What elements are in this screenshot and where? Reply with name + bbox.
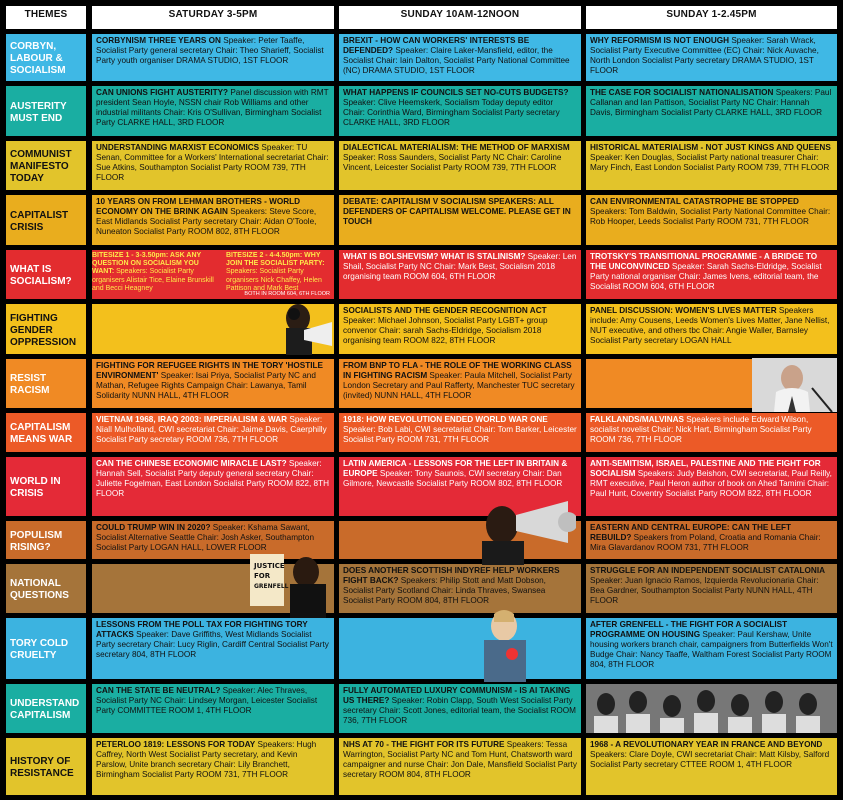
session-title: AFTER GRENFELL - THE FIGHT FOR A SOCIALIST PROGRAMME ON HOUSING bbox=[590, 620, 788, 639]
session-details: Speakers: Philip Stott and Matt Dobson, Socialist Party Scotland Chair: Linda Thraves, Swansea Socialist Party ROOM 804, 8TH FLOOR bbox=[343, 575, 546, 605]
session-cell-sun-pm bbox=[586, 457, 837, 516]
session-cell-sun-pm bbox=[586, 304, 837, 354]
session-details: Speaker: Clive Heemskerk, Socialism Today deputy editor Chair: Corinthia Ward, Birmingham Socialist Party secretary CLARKE HALL, 3RD FLOOR bbox=[343, 97, 560, 127]
session-cell-sat bbox=[92, 618, 334, 679]
session-details: Speakers include Edward Wilson, socialist novelist Chair: Nick Hart, Birmingham Socialist Party ROOM 736, 7TH FLOOR bbox=[590, 415, 812, 444]
session-details: Speaker: Alec Thraves, Socialist Party NC Chair: Lindsey Morgan, Leicester Socialist Party COMMITTEE ROOM 1, 4TH FLOOR bbox=[96, 686, 318, 715]
session-details: Speaker: Sarah Wrack, Socialist Party Executive Committee (EC) Chair: Nick Auvache, North London Socialist Party secretary DRAMA STUDIO, 1ST FLOOR bbox=[590, 36, 819, 75]
session-cell-sun-pm bbox=[586, 521, 837, 559]
session-cell-sun-pm bbox=[586, 564, 837, 613]
session-cell-sun-pm bbox=[586, 738, 837, 795]
session-details: Speaker: Paul Kershaw, Unite housing workers branch chair, campaigners from Butterfields Won't Budge Chair: Nancy Taaffe, Waltham Forest Socialist Party ROOM 804, 8TH FLOOR bbox=[590, 629, 833, 669]
session-cell-sun-am bbox=[339, 34, 581, 81]
session-title: FIGHTING FOR REFUGEE RIGHTS IN THE TORY 'HOSTILE ENVIRONMENT' bbox=[96, 361, 323, 380]
theme-label: WORLD IN CRISIS bbox=[6, 457, 86, 516]
crowd-1968-photo bbox=[586, 684, 837, 733]
session-cell-sun-pm bbox=[586, 250, 837, 299]
session-details: Speakers: Tessa Warrington, Socialist Party NC and Tom Hunt, Chatsworth ward campaigner and nurse Chair: Jon Dale, Mansfield Socialist Party secretary ROOM 804, 8TH FLOOR bbox=[343, 740, 577, 779]
session-details: Speaker: TU Senan, Committee for a Workers' International secretariat Chair: Sue Atkins, Southampton Socialist Party ROOM 739, 7TH FLOOR bbox=[96, 143, 329, 182]
session-cell-sun-pm bbox=[586, 195, 837, 245]
session-cell-sun-am bbox=[339, 738, 581, 795]
session-title: THE CASE FOR SOCIALIST NATIONALISATION bbox=[590, 88, 774, 97]
session-title: NHS AT 70 - THE FIGHT FOR ITS FUTURE bbox=[343, 740, 505, 749]
session-cell-sun-am bbox=[339, 413, 581, 452]
session-details: Speaker: Niall Mulholland, CWI secretariat Chair: Jaime Davis, Caerphilly Socialist Party secretary ROOM 736, 7TH FLOOR bbox=[96, 415, 327, 444]
session-title: WHAT IS BOLSHEVISM? WHAT IS STALINISM? bbox=[343, 252, 526, 261]
session-title: FALKLANDS/MALVINAS bbox=[590, 415, 684, 424]
session-title: DOES ANOTHER SCOTTISH INDYREF HELP WORKERS FIGHT BACK? bbox=[343, 566, 560, 585]
session-title: BREXIT - HOW CAN WORKERS' INTERESTS BE DEFENDED? bbox=[343, 36, 530, 55]
bitesize-2 bbox=[226, 252, 334, 293]
session-details: Speaker: Claire Laker-Mansfield, editor, the Socialist Chair: Iain Dalton, Socialist Party National Committee (NC) DRAMA STUDIO, 1ST FLOOR bbox=[343, 45, 570, 75]
svg-text:FOR: FOR bbox=[254, 572, 271, 580]
session-cell-sun-pm bbox=[586, 141, 837, 190]
session-cell-sat bbox=[92, 684, 334, 733]
session-details: Speakers: Tom Baldwin, Socialist Party National Committee Chair: Rob Hooper, Leeds Socialist Party ROOM 731, 7TH FLOOR bbox=[590, 206, 831, 226]
session-cell-sun-pm bbox=[586, 618, 837, 679]
session-cell-sun-am bbox=[339, 141, 581, 190]
session-details: Speaker: Kshama Sawant, Socialist Alternative Seattle Chair: Josh Asker, Southampton Socialist Party LOGAN HALL, LOWER FLOOR bbox=[96, 523, 314, 552]
speaker-podium-photo bbox=[752, 358, 837, 412]
header-themes: THEMES bbox=[6, 6, 86, 29]
session-details: Speakers: Judy Beishon, CWI secretariat, Paul Reilly, RMT executive, Paul Heron author of book on Ahed Tamimi Chair: Paul Hunt, Coventry Socialist Party ROOM 822, 8TH FLOOR bbox=[590, 468, 832, 498]
session-details: Speaker: Juan Ignacio Ramos, Izquierda Revolucionaria Chair: Bea Gardner, Southampton Socialist Party NUNN HALL, 4TH FLOOR bbox=[590, 575, 819, 605]
session-title: COULD TRUMP WIN IN 2020? bbox=[96, 523, 211, 532]
session-details: Speaker: Ken Douglas, Socialist Party national treasurer Chair: Mary Finch, East London Socialist Party ROOM 739, 7TH FLOOR bbox=[590, 152, 830, 172]
theme-label: COMMUNIST MANIFESTO TODAY bbox=[6, 141, 86, 190]
session-title: EASTERN AND CENTRAL EUROPE: CAN THE LEFT REBUILD? bbox=[590, 523, 792, 542]
svg-text:JUSTICE: JUSTICE bbox=[254, 562, 285, 570]
session-cell-sun-am bbox=[339, 250, 581, 299]
session-details: Speaker: Paula Mitchell, Socialist Party London Secretary and Paul Rafferty, Manchester TUC secretary (invited) NUNN HALL, 4TH FLOOR bbox=[343, 370, 575, 400]
session-title: STRUGGLE FOR AN INDEPENDENT SOCIALIST CATALONIA bbox=[590, 566, 826, 575]
session-title: 1968 - A REVOLUTIONARY YEAR IN FRANCE AND BEYOND bbox=[590, 740, 823, 749]
session-title: CAN THE STATE BE NEUTRAL? bbox=[96, 686, 221, 695]
session-cell-sat bbox=[92, 457, 334, 516]
session-title: VIETNAM 1968, IRAQ 2003: IMPERIALISM & WAR bbox=[96, 415, 288, 424]
session-details: Speaker: Peter Taaffe, Socialist Party general secretary Chair: Theo Sharieff, Socialist Party youth organiser DRAMA STUDIO, 1ST FLOOR bbox=[96, 36, 324, 65]
session-details: Speakers: Paul Callanan and Ian Pattison, Socialist Party NC Chair: Hannah Davis, Birmingham Socialist Party CLARKE HALL, 3RD FLOOR bbox=[590, 88, 832, 117]
session-cell-sat bbox=[92, 141, 334, 190]
session-cell-sun-am bbox=[339, 195, 581, 245]
theme-label: NATIONAL QUESTIONS bbox=[6, 564, 86, 613]
session-title: CAN UNIONS FIGHT AUSTERITY? bbox=[96, 88, 229, 97]
session-cell-sun-pm bbox=[586, 34, 837, 81]
student-protester-photo bbox=[456, 604, 546, 682]
session-title: LESSONS FROM THE POLL TAX FOR FIGHTING TORY ATTACKS bbox=[96, 620, 308, 639]
session-title: FULLY AUTOMATED LUXURY COMMUNISM - IS AI TAKING US THERE? bbox=[343, 686, 571, 705]
session-cell-sat bbox=[92, 738, 334, 795]
header-sunday-morning: SUNDAY 10AM-12NOON bbox=[339, 6, 581, 29]
session-cell-sat bbox=[92, 359, 334, 408]
session-title: HISTORICAL MATERIALISM - NOT JUST KINGS AND QUEENS bbox=[590, 143, 831, 152]
session-title: ANTI-SEMITISM, ISRAEL, PALESTINE AND THE FIGHT FOR SOCIALISM bbox=[590, 459, 821, 478]
theme-label: CORBYN, LABOUR & SOCIALISM bbox=[6, 34, 86, 81]
theme-label: RESIST RACISM bbox=[6, 359, 86, 408]
session-title: DIALECTICAL MATERIALISM: THE METHOD OF MARXISM bbox=[343, 143, 570, 152]
session-title: CAN ENVIRONMENTAL CATASTROPHE BE STOPPED bbox=[590, 197, 799, 206]
session-details: Speakers from Poland, Croatia and Romania Chair: Mira Glavardanov ROOM 731, 7TH FLOOR bbox=[590, 532, 821, 552]
session-cell-sat bbox=[92, 250, 334, 299]
session-title: CORBYNISM THREE YEARS ON bbox=[96, 36, 221, 45]
bitesize-1-body: Speakers: Socialist Party organisers Alistair Tice, Elaine Brunskill and Becci Heagney bbox=[92, 268, 214, 292]
theme-label: WHAT IS SOCIALISM? bbox=[6, 250, 86, 299]
grenfell-protester-photo bbox=[246, 550, 336, 618]
theme-label: FIGHTING GENDER OPPRESSION bbox=[6, 304, 86, 354]
theme-label: TORY COLD CRUELTY bbox=[6, 618, 86, 679]
theme-label: CAPITALIST CRISIS bbox=[6, 195, 86, 245]
svg-text:GRENFELL: GRENFELL bbox=[254, 583, 289, 590]
session-details: Panel discussion with RMT president Sean Hoyle, NSSN chair Rob Williams and other industrial militants Chair: Kris O'Sullivan, Birmingham Socialist Party CLARKE HALL, 3RD FLOOR bbox=[96, 88, 329, 127]
session-details: Speaker: Michael Johnson, Socialist Party LGBT+ group convenor Chair: sarah Sachs-Eldridge, Socialism 2018 organising team ROOM 822, 8TH FLOOR bbox=[343, 315, 548, 345]
bitesize-1 bbox=[92, 252, 220, 293]
theme-label: UNDERSTAND CAPITALISM bbox=[6, 684, 86, 733]
session-details: Speaker: Hannah Sell, Socialist Party deputy general secretary Chair: Juliette Fogelman, East London Socialist Party ROOM 822, 8TH FLOOR bbox=[96, 459, 329, 498]
session-title: PETERLOO 1819: LESSONS FOR TODAY bbox=[96, 740, 256, 749]
theme-label: CAPITALISM MEANS WAR bbox=[6, 413, 86, 452]
session-title: TROTSKY'S TRANSITIONAL PROGRAMME - A BRIDGE TO THE UNCONVINCED bbox=[590, 252, 818, 271]
bitesize-1-label: BITESIZE 1 - 3-3.50pm: ASK ANY QUESTION ON SOCIALISM YOU WANT: bbox=[92, 252, 202, 276]
session-cell-sat bbox=[92, 413, 334, 452]
session-cell-sat bbox=[92, 195, 334, 245]
session-title: DEBATE: CAPITALISM V SOCIALISM SPEAKERS: ALL DEFENDERS OF CAPITALISM WELCOME. PLEASE GET IN TOUCH bbox=[343, 197, 571, 226]
session-details: Speaker: Dave Griffiths, West Midlands Socialist Party secretary Chair: Lucy Riglin, Cardiff Central Socialist Party secretary 804, 8TH FLOOR bbox=[96, 629, 329, 659]
session-title: 10 YEARS ON FROM LEHMAN BROTHERS - WORLD ECONOMY ON THE BRINK AGAIN bbox=[96, 197, 301, 216]
session-details: Speakers: Clare Doyle, CWI secretariat Chair: Matt Kilsby, Salford Socialist Party secretary CTTEE ROOM 1, 4TH FLOOR bbox=[590, 749, 830, 769]
session-cell-sun-am bbox=[339, 359, 581, 408]
megaphone-rally-photo bbox=[456, 495, 576, 565]
session-title: CAN THE CHINESE ECONOMIC MIRACLE LAST? bbox=[96, 459, 287, 468]
session-title: FROM BNP TO FLA - THE ROLE OF THE WORKING CLASS IN FIGHTING RACISM bbox=[343, 361, 572, 380]
session-details: Speaker: Isai Priya, Socialist Party NC and Mathan, Refugee Rights Campaign Chair: Lawanya, Tamil Solidarity NUNN HALL, 4TH FLOOR bbox=[96, 370, 316, 400]
session-details: Speakers include: Amy Cousens, Leeds Women's Lives Matter, Jane Nellist, NUT executive, and others tbc Chair: Angie Waller, Barnsley Socialist Party secretary LOGAN HALL bbox=[590, 306, 830, 345]
theme-label: POPULISM RISING? bbox=[6, 521, 86, 559]
session-details: Speaker: Tony Saunois, CWI secretary Chair: Dan Gilmore, Newcastle Socialist Party ROOM 802, 8TH FLOOR bbox=[343, 468, 563, 488]
bitesize-2-label: BITESIZE 2 - 4-4.50pm: WHY JOIN THE SOCIALIST PARTY: bbox=[226, 252, 325, 268]
theme-label: HISTORY OF RESISTANCE bbox=[6, 738, 86, 795]
session-cell-sat bbox=[92, 86, 334, 136]
protester-megaphone-photo bbox=[264, 300, 334, 355]
session-cell-sun-pm bbox=[586, 86, 837, 136]
session-details: Speakers: Hugh Caffrey, North West Socialist Party secretary, and Kevin Parslow, Unite branch secretary Chair: Lily Branchett, Birmingham Socialist Party ROOM 731, 7TH FLOOR bbox=[96, 740, 317, 779]
session-cell-sun-am bbox=[339, 684, 581, 733]
bitesize-room: BOTH IN ROOM 604, 6TH FLOOR bbox=[244, 290, 330, 297]
header-saturday: SATURDAY 3-5PM bbox=[92, 6, 334, 29]
session-cell-sun-am bbox=[339, 86, 581, 136]
theme-label: AUSTERITY MUST END bbox=[6, 86, 86, 136]
session-details: Speaker: Robin Clapp, South West Socialist Party secretary Chair: Scott Jones, editorial team, the Socialist ROOM 736, 7TH FLOOR bbox=[343, 695, 576, 725]
session-title: LATIN AMERICA - LESSONS FOR THE LEFT IN BRITAIN & EUROPE bbox=[343, 459, 568, 478]
session-title: UNDERSTANDING MARXIST ECONOMICS bbox=[96, 143, 260, 152]
bitesize-2-body: Speakers: Socialist Party organisers Nick Chaffey, Helen Pattison and Mark Best bbox=[226, 268, 322, 292]
session-cell-sun-pm bbox=[586, 413, 837, 452]
session-details: Speaker: Sarah Sachs-Eldridge, Socialist Party national organiser Chair: James Ivens, editorial team, the Socialist ROOM 604, 6TH FLOOR bbox=[590, 261, 822, 291]
session-details: Speaker: Len Shail, Socialist Party NC Chair: Mark Best, Socialism 2018 organising team ROOM 604, 6TH FLOOR bbox=[343, 252, 577, 281]
session-title: WHY REFORMISM IS NOT ENOUGH bbox=[590, 36, 730, 45]
session-title: WHAT HAPPENS IF COUNCILS SET NO-CUTS BUDGETS? bbox=[343, 88, 569, 97]
session-title: 1918: HOW REVOLUTION ENDED WORLD WAR ONE bbox=[343, 415, 548, 424]
header-sunday-afternoon: SUNDAY 1-2.45PM bbox=[586, 6, 837, 29]
session-cell-sun-am bbox=[339, 304, 581, 354]
session-cell-sat bbox=[92, 34, 334, 81]
session-title: PANEL DISCUSSION: WOMEN'S LIVES MATTER bbox=[590, 306, 777, 315]
session-details: Speaker: Bob Labi, CWI secretariat Chair: Tom Barker, Leicester Socialist Party ROOM 731, 7TH FLOOR bbox=[343, 424, 577, 444]
session-details: Speaker: Ross Saunders, Socialist Party NC Chair: Caroline Vincent, Leicester Socialist Party ROOM 739, 7TH FLOOR bbox=[343, 152, 562, 172]
session-details: Speakers: Steve Score, East Midlands Socialist Party secretary Chair: Aidan O'Toole, Nuneaton Socialist Party ROOM 802, 8TH FLOOR bbox=[96, 206, 317, 236]
session-title: SOCIALISTS AND THE GENDER RECOGNITION ACT bbox=[343, 306, 547, 315]
